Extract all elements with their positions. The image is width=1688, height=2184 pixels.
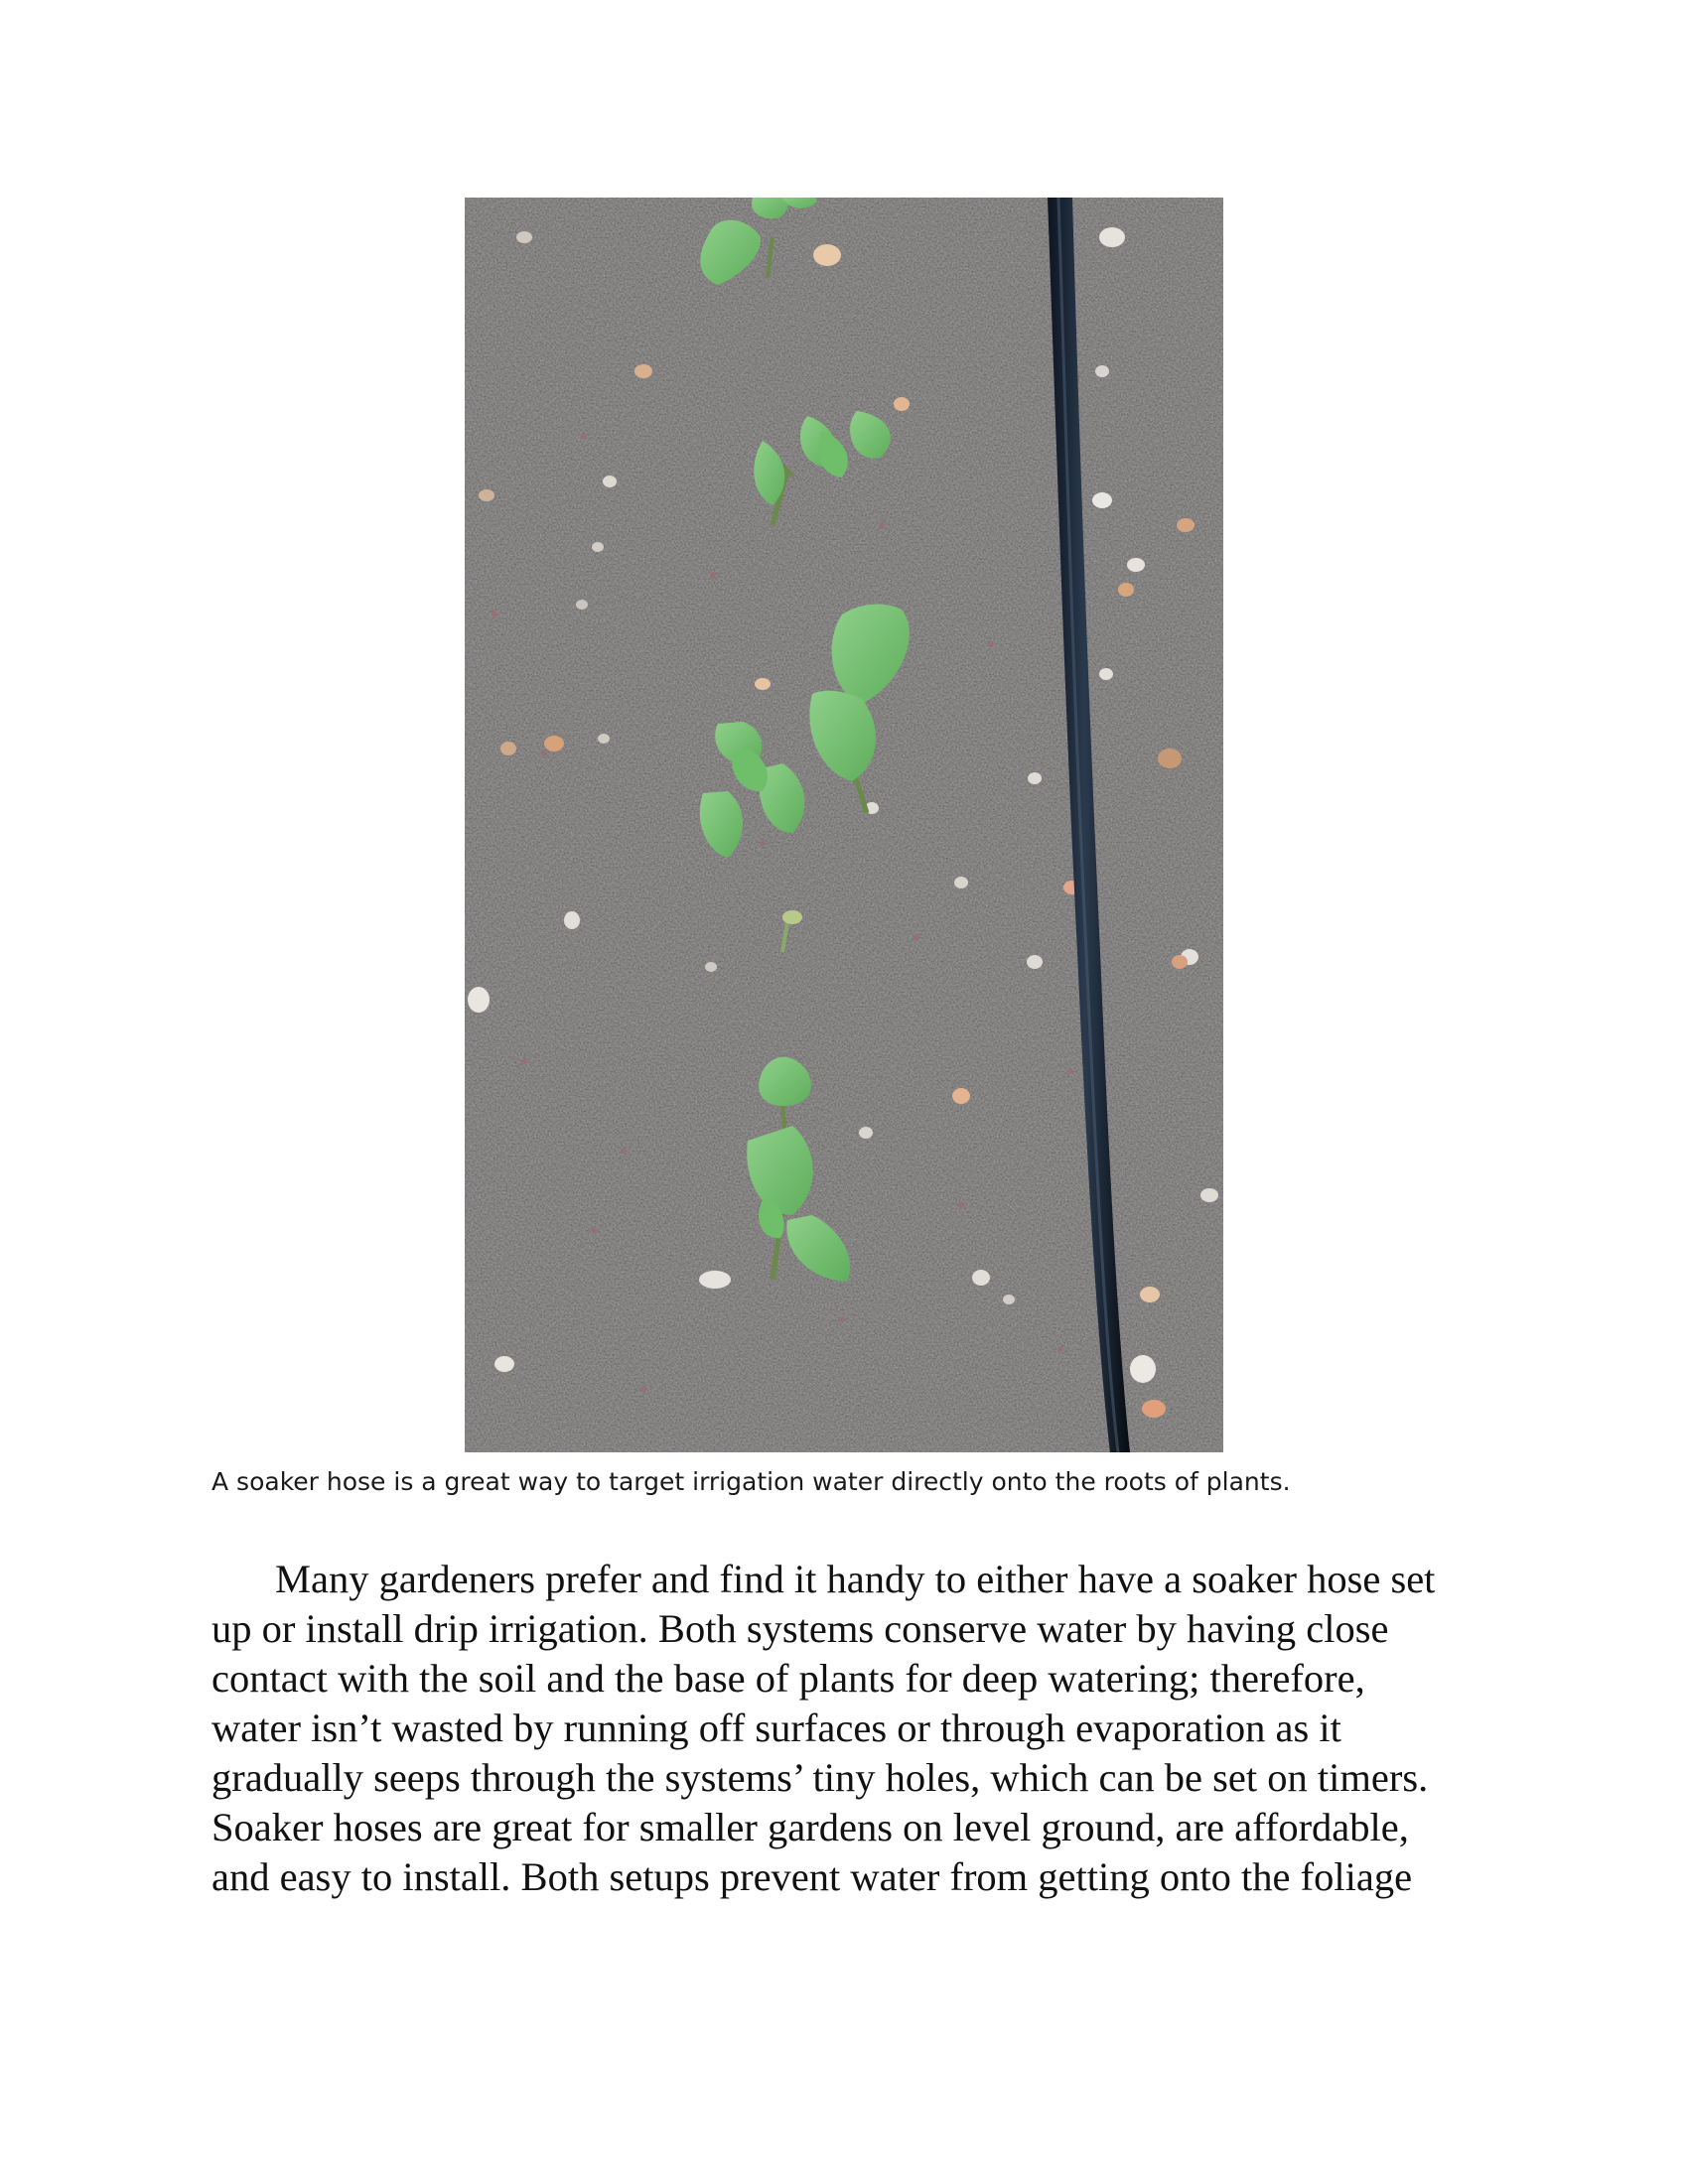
body-paragraph <box>211 1555 1492 1902</box>
body-line: Many gardeners prefer and find it handy to either have a soaker hose set <box>275 1557 1436 1601</box>
body-line: Soaker hoses are great for smaller gardens on level ground, are affordable, <box>211 1805 1409 1849</box>
soaker-hose-photo <box>465 198 1223 1452</box>
body-line: water isn’t wasted by running off surfaces or through evaporation as it <box>211 1706 1341 1750</box>
body-line: contact with the soil and the base of plants for deep watering; therefore, <box>211 1656 1365 1701</box>
figure-caption: A soaker hose is a great way to target irrigation water directly onto the roots of plants. <box>211 1467 1291 1496</box>
body-line: gradually seeps through the systems’ tiny holes, which can be set on timers. <box>211 1755 1429 1800</box>
body-line: up or install drip irrigation. Both systems conserve water by having close <box>211 1606 1389 1651</box>
body-line: and easy to install. Both setups prevent water from getting onto the foliage <box>211 1854 1413 1899</box>
